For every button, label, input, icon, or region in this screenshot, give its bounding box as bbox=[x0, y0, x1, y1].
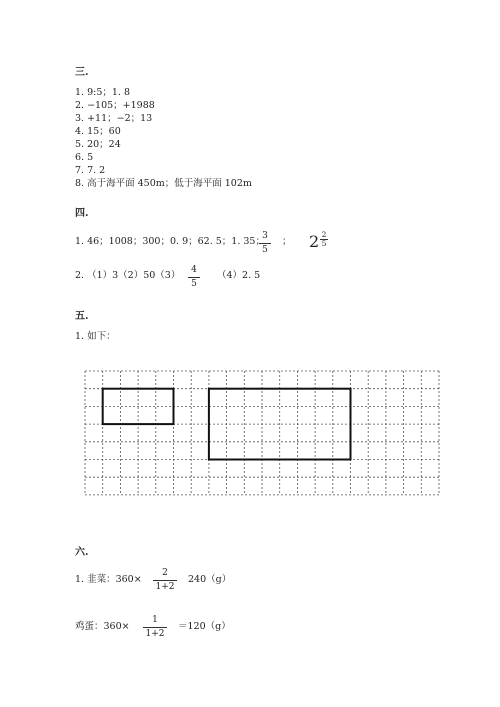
s4-q2-tail: （4）2. 5 bbox=[217, 270, 261, 281]
fraction-numerator: 3 bbox=[262, 231, 268, 241]
s6-q2-prefix: 鸡蛋：360× bbox=[75, 621, 130, 632]
s5-q1-text: 1. 如下： bbox=[75, 331, 116, 342]
s6-q2-tail: ＝120（g） bbox=[178, 621, 231, 632]
fraction-numerator: 2 bbox=[162, 568, 168, 578]
s3-line-3: 3. +11；−2；13 bbox=[75, 113, 153, 124]
s6-q2-fraction bbox=[143, 615, 167, 640]
s3-line-8: 8. 高于海平面 450m；低于海平面 102m bbox=[75, 178, 252, 189]
fraction-bar bbox=[153, 580, 177, 581]
s3-line-6: 6. 5 bbox=[75, 152, 94, 163]
s3-line-2: 2. −105；+1988 bbox=[75, 100, 155, 111]
s4-q1-text: 1. 46；1008；300；0. 9；62. 5；1. 35； bbox=[75, 236, 265, 247]
mixed-denominator: 5 bbox=[321, 239, 327, 248]
mixed-whole: 2 bbox=[309, 232, 320, 251]
mixed-numerator: 2 bbox=[321, 230, 327, 239]
fraction-numerator: 1 bbox=[152, 615, 158, 625]
section-3-heading: 三. bbox=[75, 67, 89, 78]
s4-q2-text: 2. （1）3（2）50（3） bbox=[75, 270, 181, 281]
section-6-heading: 六. bbox=[75, 547, 89, 558]
s6-q1-tail: 240（g） bbox=[188, 574, 232, 585]
s6-q1-prefix: 1. 韭菜：360× bbox=[75, 574, 142, 585]
fraction-denominator: 1+2 bbox=[145, 629, 165, 639]
fraction-denominator: 5 bbox=[262, 245, 268, 255]
s4-q1-separator: ； bbox=[282, 236, 292, 247]
fraction-denominator: 1+2 bbox=[155, 582, 175, 592]
fraction-denominator: 5 bbox=[191, 279, 197, 289]
section-5-heading: 五. bbox=[75, 311, 89, 322]
s3-line-4: 4. 15；60 bbox=[75, 126, 121, 137]
s3-line-1: 1. 9:5；1. 8 bbox=[75, 87, 131, 98]
section-4-heading: 四. bbox=[75, 208, 89, 219]
s3-line-7: 7. 7. 2 bbox=[75, 165, 106, 176]
fraction-bar bbox=[143, 627, 167, 628]
s3-line-5: 5. 20；24 bbox=[75, 139, 121, 150]
s6-q1-fraction bbox=[153, 568, 177, 593]
fraction-numerator: 4 bbox=[191, 265, 197, 275]
